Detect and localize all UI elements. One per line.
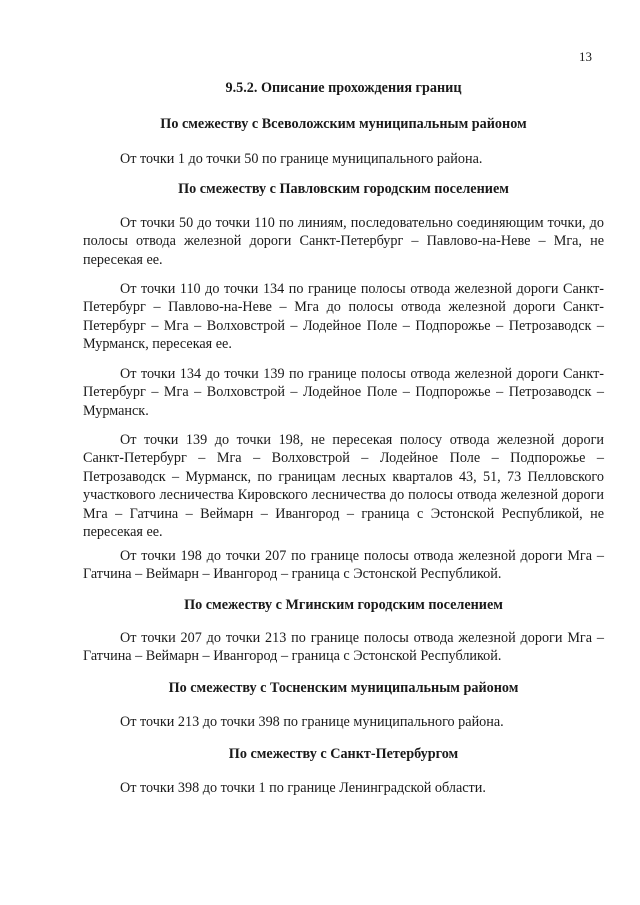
paragraph-pavlovsk-3: От точки 134 до точки 139 по границе полосы отвода железной дороги Санкт-Петербург – Мга – Волховстрой – Лодейное Поле – Подпорожье – Петрозаводск – Мурманск. [83,366,604,419]
paragraph-pavlovsk-5: От точки 198 до точки 207 по границе полосы отвода железной дороги Мга – Гатчина – Веймарн – Ивангород – граница с Эстонской Республикой. [83,548,604,583]
heading-mga: По смежеству с Мгинским городским поселением [184,597,503,613]
heading-vsevolozhsky: По смежеству с Всеволожским муниципальным районом [160,116,527,132]
paragraph-tosno-1: От точки 213 до точки 398 по границе муниципального района. [120,714,504,730]
paragraph-pavlovsk-4: От точки 139 до точки 198, не пересекая полосу отвода железной дороги Санкт-Петербург – Мга – Волховстрой – Лодейное Поле – Подпорожье – Петрозаводск – Мурманск, по границам лесных кварталов 43, 51, 73 Пелловского участкового лесничества Кировского лесничества до полосы отвода железной дороги Мга – Гатчина – Веймарн – Ивангород – граница с Эстонской Республикой, не пересекая ее. [83,432,604,541]
page-number: 13 [579,49,592,64]
paragraph-vsevolozhsky-1: От точки 1 до точки 50 по границе муниципального района. [120,151,483,167]
heading-pavlovsk: По смежеству с Павловским городским поселением [178,181,509,197]
paragraph-pavlovsk-2: От точки 110 до точки 134 по границе полосы отвода железной дороги Санкт-Петербург – Павлово-на-Неве – Мга до полосы отвода железной дороги Санкт-Петербург – Мга – Волховстрой – Лодейное Поле – Подпорожье – Петрозаводск – Мурманск, пересекая ее. [83,281,604,353]
paragraph-spb-1: От точки 398 до точки 1 по границе Ленинградской области. [120,780,486,796]
heading-spb: По смежеству с Санкт-Петербургом [228,746,459,762]
paragraph-pavlovsk-1: От точки 50 до точки 110 по линиям, последовательно соединяющим точки, до полосы отвода железной дороги Санкт-Петербург – Павлово-на-Неве – Мга, не пересекая ее. [83,215,604,268]
heading-tosno: По смежеству с Тосненским муниципальным районом [168,680,519,696]
section-title: 9.5.2. Описание прохождения границ [225,80,462,96]
paragraph-mga-1: От точки 207 до точки 213 по границе полосы отвода железной дороги Мга – Гатчина – Веймарн – Ивангород – граница с Эстонской Республикой. [83,630,604,665]
